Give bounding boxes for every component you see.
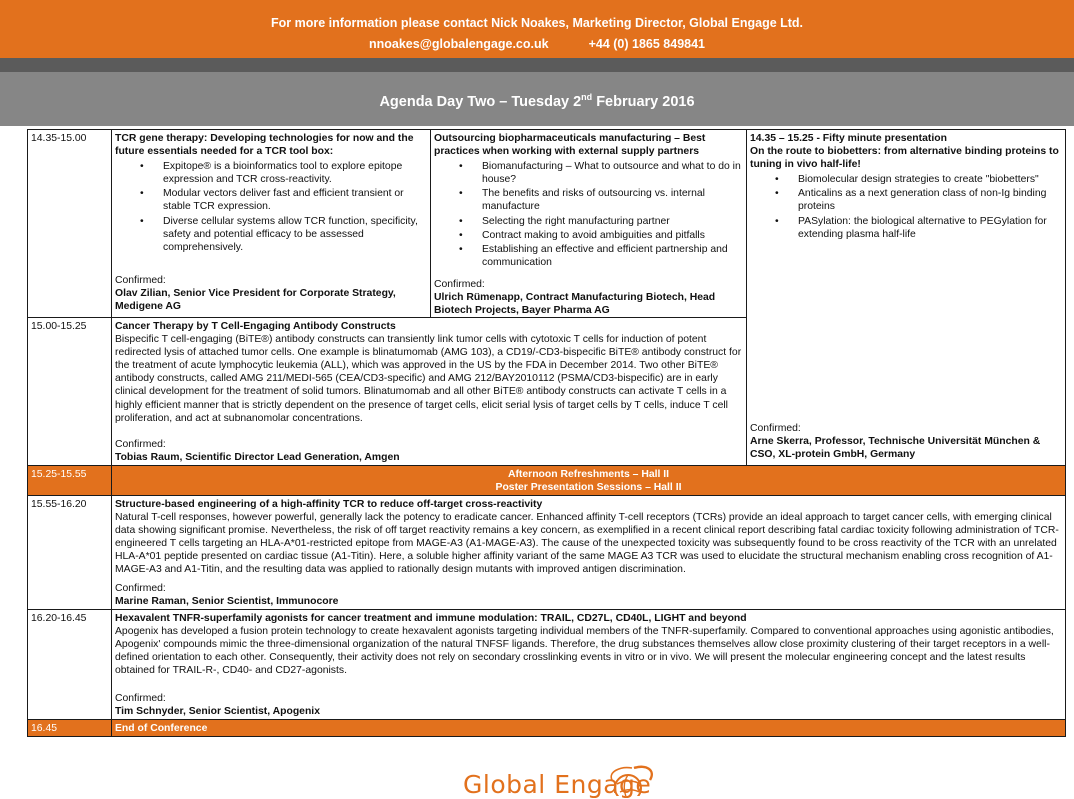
time-cell-r2: 15.00-15.25 — [27, 317, 112, 466]
confirmed-label: Confirmed: — [434, 279, 485, 290]
list-item: • Expitope® is a bioinformatics tool to explore epitope expression and TCR cross-reactivity. — [163, 160, 427, 186]
confirmed-label: Confirmed: — [115, 275, 166, 286]
list-item: • Contract making to avoid ambiguities and pitfalls — [482, 229, 743, 242]
list-item: • Anticalins as a next generation class of non-Ig binding proteins — [798, 187, 1062, 213]
break-banner — [111, 465, 1066, 496]
poster-session-label: Poster Presentation Sessions – Hall II — [495, 482, 682, 494]
bullet-list — [750, 173, 1062, 240]
session-r5 — [111, 609, 1066, 720]
session-r1-col3 — [746, 129, 1066, 466]
divider-stripe — [0, 58, 1074, 72]
contact-line: For more information please contact Nick Noakes, Marketing Director, Global Engage Ltd. — [270, 16, 804, 30]
session-title: Outsourcing biopharmaceuticals manufacturing – Best practices when working with external supply partners — [434, 133, 706, 158]
session-title: Hexavalent TNFR-superfamily agonists for cancer treatment and immune modulation: TRAIL, CD27L, CD40L, LIGHT and beyond — [115, 613, 747, 624]
session-r4 — [111, 495, 1066, 610]
contact-details — [0, 37, 1074, 51]
session-r2 — [111, 317, 747, 466]
session-title: Structure-based engineering of a high-affinity TCR to reduce off-target cross-reactivity — [115, 499, 543, 510]
list-item: • Selecting the right manufacturing partner — [482, 215, 743, 228]
list-item: • PASylation: the biological alternative to PEGylation for extending plasma half-life — [798, 215, 1062, 241]
session-title: Cancer Therapy by T Cell-Engaging Antibody Constructs — [115, 321, 396, 332]
session-time-note: 14.35 – 15.25 - Fifty minute presentation — [750, 133, 947, 144]
speaker-name: Tim Schnyder, Senior Scientist, Apogenix — [115, 706, 320, 717]
agenda-title: Agenda Day Two – Tuesday 2nd February 2016 — [379, 92, 695, 110]
contact-email[interactable]: nnoakes@globalengage.co.uk — [368, 37, 549, 51]
list-item: • Modular vectors deliver fast and efficient transient or stable TCR expression. — [163, 187, 427, 213]
confirmed-label: Confirmed: — [115, 583, 166, 594]
speaker-name: Arne Skerra, Professor, Technische Universität München & CSO, XL-protein GmbH, Germany — [750, 436, 1041, 461]
logo-text: Global Engage — [463, 770, 652, 799]
session-r1-col1 — [111, 129, 431, 318]
time-cell-r1: 14.35-15.00 — [27, 129, 112, 318]
session-abstract: Natural T-cell responses, however powerful, generally lack the potency to eradicate cancer. Enhanced affinity T-cell receptors (TCRs) provide an ideal approach to target cancer cells, with emerging clinical data showing significant promise. Nevertheless, the risk of off target reactivity remains a key concern, as exemplified in a recent clinical report describing fatal cardiac toxicity following administration of TCR-engineered T cells targeting an HLA-A*01-restricted epitope from MAGE-A3 (A1-MAGE-A3). The cause of the unexpected toxicity was subsequently found to be cross reactivity of the TCR with an unrelated HLA-A*01 peptide presented on cardiac tissue (A1-Titin). Here, a soluble higher affinity variant of the same MAGE A3 TCR was used to elucidate the structural mechanism enabling cross recognition of A1-MAGE-A3 and A1-Titin, and the resulting data was applied to rationally design mutants with improved antigen discrimination. — [115, 512, 1059, 576]
speaker-name: Tobias Raum, Scientific Director Lead Generation, Amgen — [115, 452, 400, 463]
session-r1-col2 — [430, 129, 747, 318]
list-item: • Biomanufacturing – What to outsource and what to do in house? — [482, 160, 743, 186]
agenda-banner — [0, 72, 1074, 126]
list-item: • Biomolecular design strategies to create "biobetters" — [798, 173, 1062, 186]
time-cell-r3: 15.25-15.55 — [27, 465, 112, 496]
bullet-list — [115, 160, 427, 254]
globe-icon — [606, 762, 658, 796]
end-of-conference: End of Conference — [111, 719, 1066, 737]
speaker-name: Ulrich Rümenapp, Contract Manufacturing Biotech, Head Biotech Projects, Bayer Pharma AG — [434, 292, 716, 317]
confirmed-label: Confirmed: — [750, 423, 801, 434]
refreshments-label: Afternoon Refreshments – Hall II — [507, 469, 670, 480]
bullet-list — [434, 160, 743, 269]
session-abstract: Apogenix has developed a fusion protein technology to create hexavalent agonists targeting individual members of the TNFR-superfamily. Compared to conventional approaches using agonistic antibodies, Apogenix' compounds mimic the three-dimensional organization of the natural TNFSF ligands. Therefore, the drug substances themselves allow close proximity clustering of their target receptors in a well-defined orientation to each other. Consequently, their activity does not rely on secondary crosslinking events in vitro or in vivo. We will present the molecular engineering concept and the latest results obtained for TRAIL-R-, CD40- and CD27-agonists. — [115, 626, 1054, 677]
time-cell-r4: 15.55-16.20 — [27, 495, 112, 610]
speaker-name: Olav Zilian, Senior Vice President for Corporate Strategy, Medigene AG — [115, 288, 396, 313]
confirmed-label: Confirmed: — [115, 693, 166, 704]
contact-banner — [0, 0, 1074, 58]
list-item: • Diverse cellular systems allow TCR function, specificity, safety and potential efficacy to be assessed comprehensively. — [163, 215, 427, 254]
list-item: • Establishing an effective and efficient partnership and communication — [482, 243, 743, 269]
confirmed-label: Confirmed: — [115, 439, 166, 450]
session-abstract: Bispecific T cell-engaging (BiTE®) antibody constructs can transiently link tumor cells with cytotoxic T cells for induction of potent redirected lysis of attached tumor cells. One example is blinatumomab (AMG 103), a CD19/-CD3-bispecific BiTE® antibody construct for the treatment of acute lymphocytic leukemia (ALL), which was approved in the US by the FDA in December 2014. Two other BiTE® antibody constructs, called AMG 211/MEDI-565 (CEA/CD3-specific) and AMG 212/BAY2010112 (PSMA/CD3-bispecific) are in early clinical development for the treatment of solid tumors. Blinatumomab and all other BiTE® antibody constructs can activate T cells in a highly efficient manner that is strictly dependent on the presence of target cells, elicit serial lysis of target cells by T cells, induce T cell proliferation, and act at subnanomolar concentrations. — [115, 334, 742, 424]
global-engage-logo — [463, 762, 663, 799]
session-title: TCR gene therapy: Developing technologies for now and the future essentials needed for a TCR tool box: — [115, 133, 414, 158]
time-cell-r5: 16.20-16.45 — [27, 609, 112, 720]
time-cell-r6: 16.45 — [27, 719, 112, 737]
session-title: On the route to biobetters: from alternative binding proteins to tuning in vivo half-life! — [750, 146, 1059, 171]
list-item: • The benefits and risks of outsourcing vs. internal manufacture — [482, 187, 743, 213]
speaker-name: Marine Raman, Senior Scientist, Immunocore — [115, 596, 339, 607]
contact-phone: +44 (0) 1865 849841 — [588, 37, 705, 51]
